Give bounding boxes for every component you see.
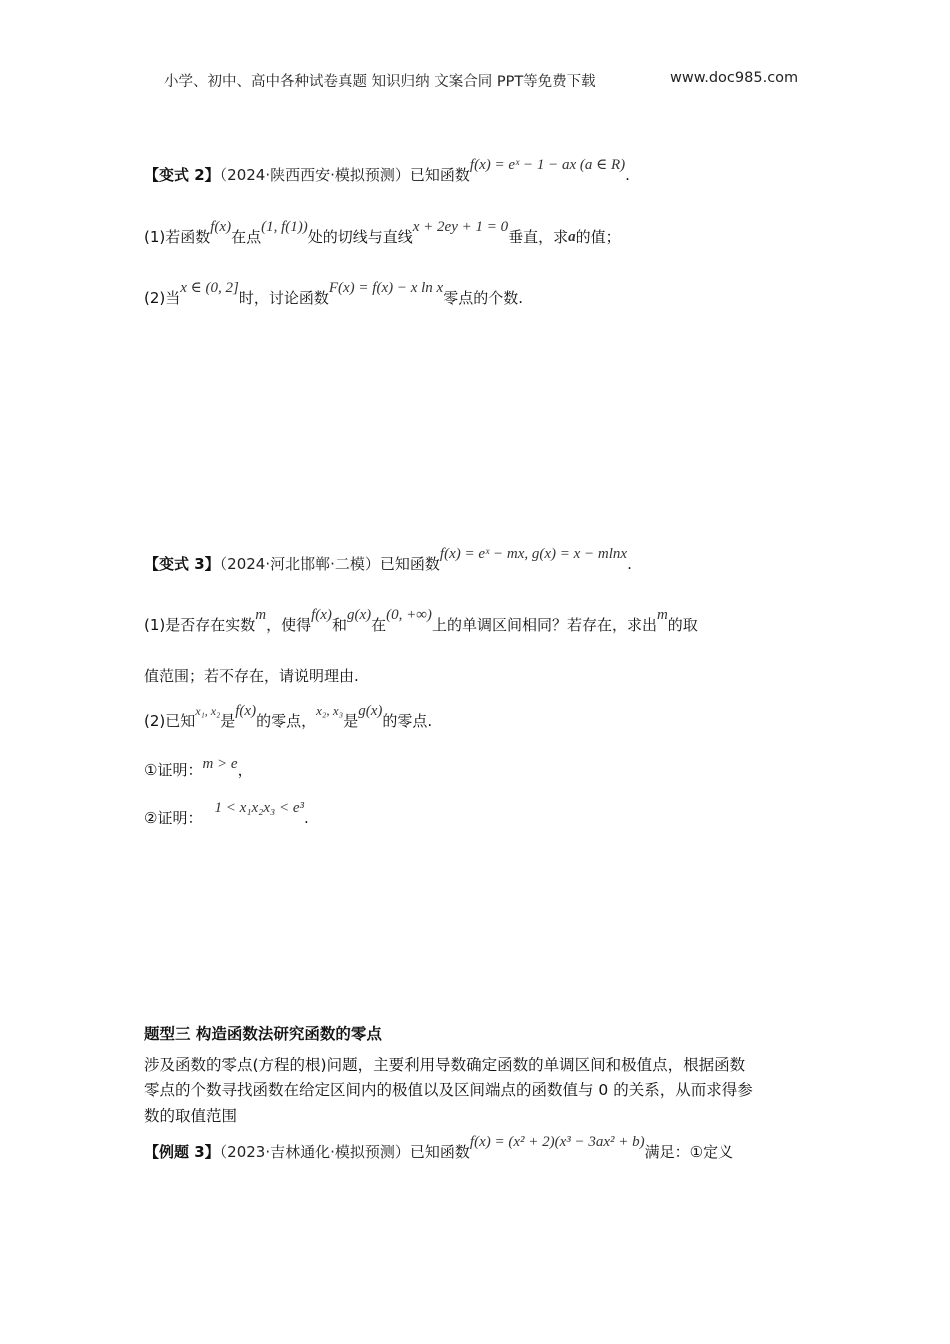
example-3-tag: 【例题 3】: [144, 1143, 220, 1161]
variant-3-end: .: [627, 555, 632, 573]
v3-is-1: 是: [220, 712, 236, 730]
variant-3-question-1-line-2: 值范围；若不存在，请说明理由.: [144, 667, 359, 685]
example-3-lead: 已知函数: [409, 1143, 470, 1161]
variant-3-function: f(x) = eˣ − mx, g(x) = x − mlnx: [439, 546, 628, 562]
section-body-line-3: 数的取值范围: [144, 1107, 238, 1125]
v3-q2-prefix: (2)已知: [144, 712, 196, 730]
v3-interval: (0, +∞): [386, 607, 432, 623]
variant-2-heading: [144, 157, 630, 185]
v3-m: m: [255, 607, 267, 623]
variant-3-heading: [144, 546, 632, 574]
proof-1-math: m > e: [202, 756, 238, 772]
variant-2-source: （2024·陕西西安·模拟预测）: [219, 166, 410, 184]
q2-end: 零点的个数.: [443, 289, 523, 307]
header-text: 小学、初中、高中各种试卷真题 知识归纳 文案合同 PPT等免费下载: [164, 74, 596, 90]
proof-2-math: 1 < x₁x₂x₃ < e³: [214, 800, 304, 816]
v3-q1-end: 的取: [667, 616, 698, 634]
v3-q1-text-3: 在: [371, 616, 387, 634]
v3-fx-2: f(x): [235, 703, 257, 719]
q1-text-2: 处的切线与直线: [307, 228, 413, 246]
v3-q1-text-1: ，使得: [266, 616, 312, 634]
q2-Fx: F(x) = f(x) − x ln x: [328, 280, 444, 296]
q1-a: a: [568, 229, 576, 245]
example-3-function: f(x) = (x² + 2)(x³ − 3ax² + b): [469, 1134, 645, 1150]
q2-domain: x ∈ (0, 2]: [180, 280, 239, 296]
proof-1-end: ，: [237, 761, 253, 779]
variant-2-lead: 已知函数: [409, 166, 470, 184]
v3-m-2: m: [656, 607, 668, 623]
variant-3-tag: 【变式 3】: [144, 555, 220, 573]
proof-1-label: ①证明：: [144, 761, 203, 779]
v3-x2-x3: x₂, x₃: [316, 703, 344, 718]
proof-2: [144, 800, 309, 828]
q1-end: 的值；: [575, 228, 621, 246]
header-site-link[interactable]: www.doc985.com: [670, 70, 799, 86]
example-3-end: 满足：①定义: [644, 1143, 734, 1161]
v3-q1-prefix: (1)是否存在实数: [144, 616, 256, 634]
v3-gx-2: g(x): [358, 703, 383, 719]
variant-3-lead: 已知函数: [379, 555, 440, 573]
q1-text-1: 在点: [231, 228, 262, 246]
q1-prefix: (1)若函数: [144, 228, 211, 246]
variant-2-function: f(x) = eˣ − 1 − ax (a ∈ R): [469, 157, 626, 173]
proof-1: [144, 756, 253, 780]
example-3-heading: [144, 1134, 734, 1162]
v3-q1-text-2: 和: [331, 616, 347, 634]
proof-2-label: ②证明：: [144, 809, 203, 827]
variant-3-question-1: [144, 607, 698, 635]
q1-text-3: 垂直，求: [508, 228, 569, 246]
v3-fx: f(x): [311, 607, 332, 623]
page-header: [164, 70, 596, 91]
q1-line-equation: x + 2ey + 1 = 0: [412, 219, 509, 235]
q1-point: (1, f(1)): [261, 219, 308, 235]
v3-zero-2: 的零点.: [382, 712, 433, 730]
section-body-line-1: 涉及函数的零点(方程的根)问题，主要利用导数确定函数的单调区间和极值点，根据函数: [144, 1056, 746, 1074]
variant-2-question-1: [144, 219, 621, 247]
variant-2-question-2: [144, 280, 523, 308]
proof-2-end: .: [303, 809, 309, 827]
variant-2-tag: 【变式 2】: [144, 166, 220, 184]
variant-3-source: （2024·河北邯郸·二模）: [219, 555, 380, 573]
v3-x1-x2: x₁, x₂: [195, 704, 221, 718]
section-body-line-2: 零点的个数寻找函数在给定区间内的极值以及区间端点的函数值与 0 的关系，从而求得参: [144, 1081, 753, 1099]
section-title: 题型三 构造函数法研究函数的零点: [144, 1025, 382, 1043]
variant-2-end: .: [625, 166, 630, 184]
v3-zero-1: 的零点，: [256, 712, 317, 730]
q1-fx: f(x): [210, 219, 232, 235]
v3-is-2: 是: [343, 712, 359, 730]
v3-q1-text-4: 上的单调区间相同？若存在，求出: [431, 616, 657, 634]
example-3-source: （2023·吉林通化·模拟预测）: [219, 1143, 410, 1161]
q2-prefix: (2)当: [144, 289, 181, 307]
q2-text: 时，讨论函数: [238, 289, 329, 307]
v3-gx: g(x): [346, 607, 372, 623]
variant-3-question-2: [144, 703, 433, 731]
